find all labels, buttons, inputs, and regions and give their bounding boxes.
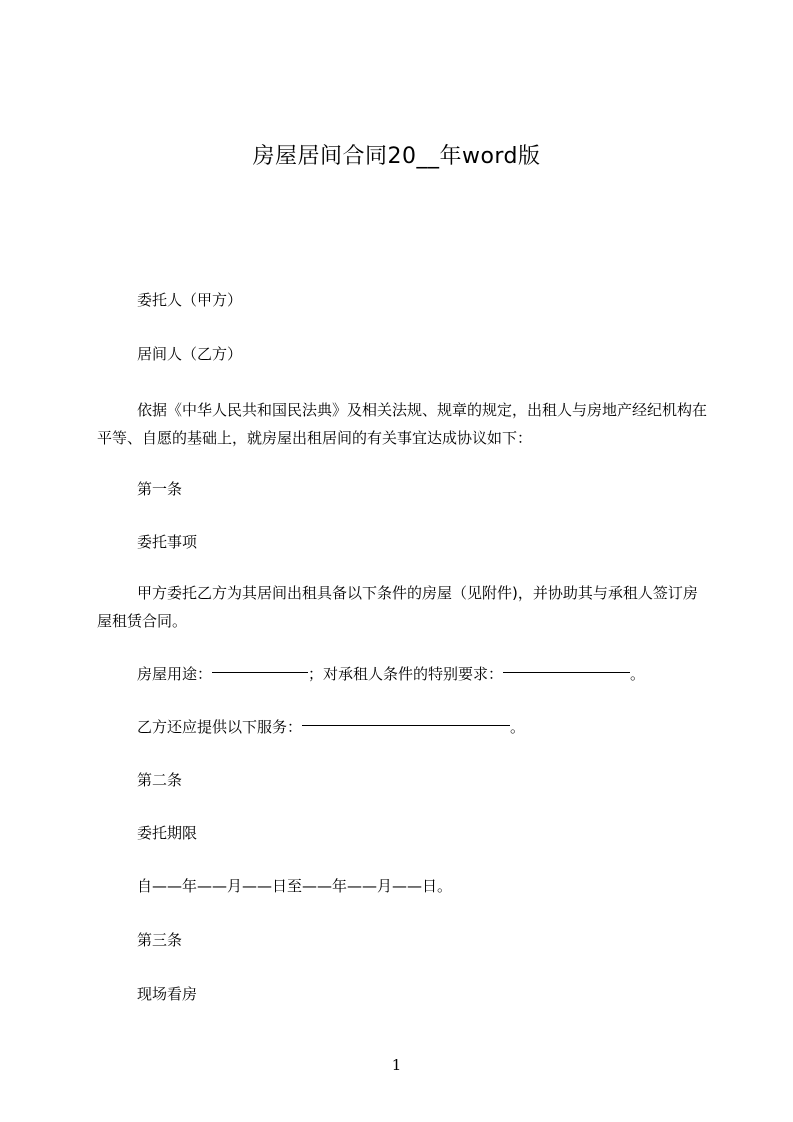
document-title: 房屋居间合同20__年word版 xyxy=(252,144,541,169)
article1-heading: 第一条 xyxy=(137,480,183,498)
services-blank[interactable] xyxy=(302,725,510,726)
tenant-requirements-blank[interactable] xyxy=(503,672,630,673)
services-end: 。 xyxy=(510,718,526,736)
article3-heading: 第三条 xyxy=(137,931,183,949)
article1-paragraph: 甲方委托乙方为其居间出租具备以下条件的房屋（见附件)，并协助其与承租人签订房屋租赁合同。 xyxy=(97,584,698,630)
page-number: 1 xyxy=(391,1056,402,1074)
usage-label: 房屋用途： xyxy=(137,665,213,683)
article2-title: 委托期限 xyxy=(137,824,198,842)
article2-heading: 第二条 xyxy=(137,771,183,789)
term-line: 自——年——月——日至——年——月——日。 xyxy=(137,877,453,895)
intro-paragraph: 依据《中华人民共和国民法典》及相关法规、规章的规定，出租人与房地产经纪机构在平等、自愿的基础上，就房屋出租居间的有关事宜达成协议如下： xyxy=(97,401,708,447)
usage-line xyxy=(137,664,645,684)
usage-separator: ；对承租人条件的特别要求： xyxy=(308,665,504,683)
article3-title: 现场看房 xyxy=(137,985,198,1003)
services-label: 乙方还应提供以下服务： xyxy=(137,718,303,736)
usage-blank[interactable] xyxy=(212,672,308,673)
broker-party-label: 居间人（乙方） xyxy=(137,345,243,363)
services-line xyxy=(137,717,525,737)
usage-end: 。 xyxy=(630,665,646,683)
client-party-label: 委托人（甲方） xyxy=(137,291,243,309)
article1-title: 委托事项 xyxy=(137,533,198,551)
